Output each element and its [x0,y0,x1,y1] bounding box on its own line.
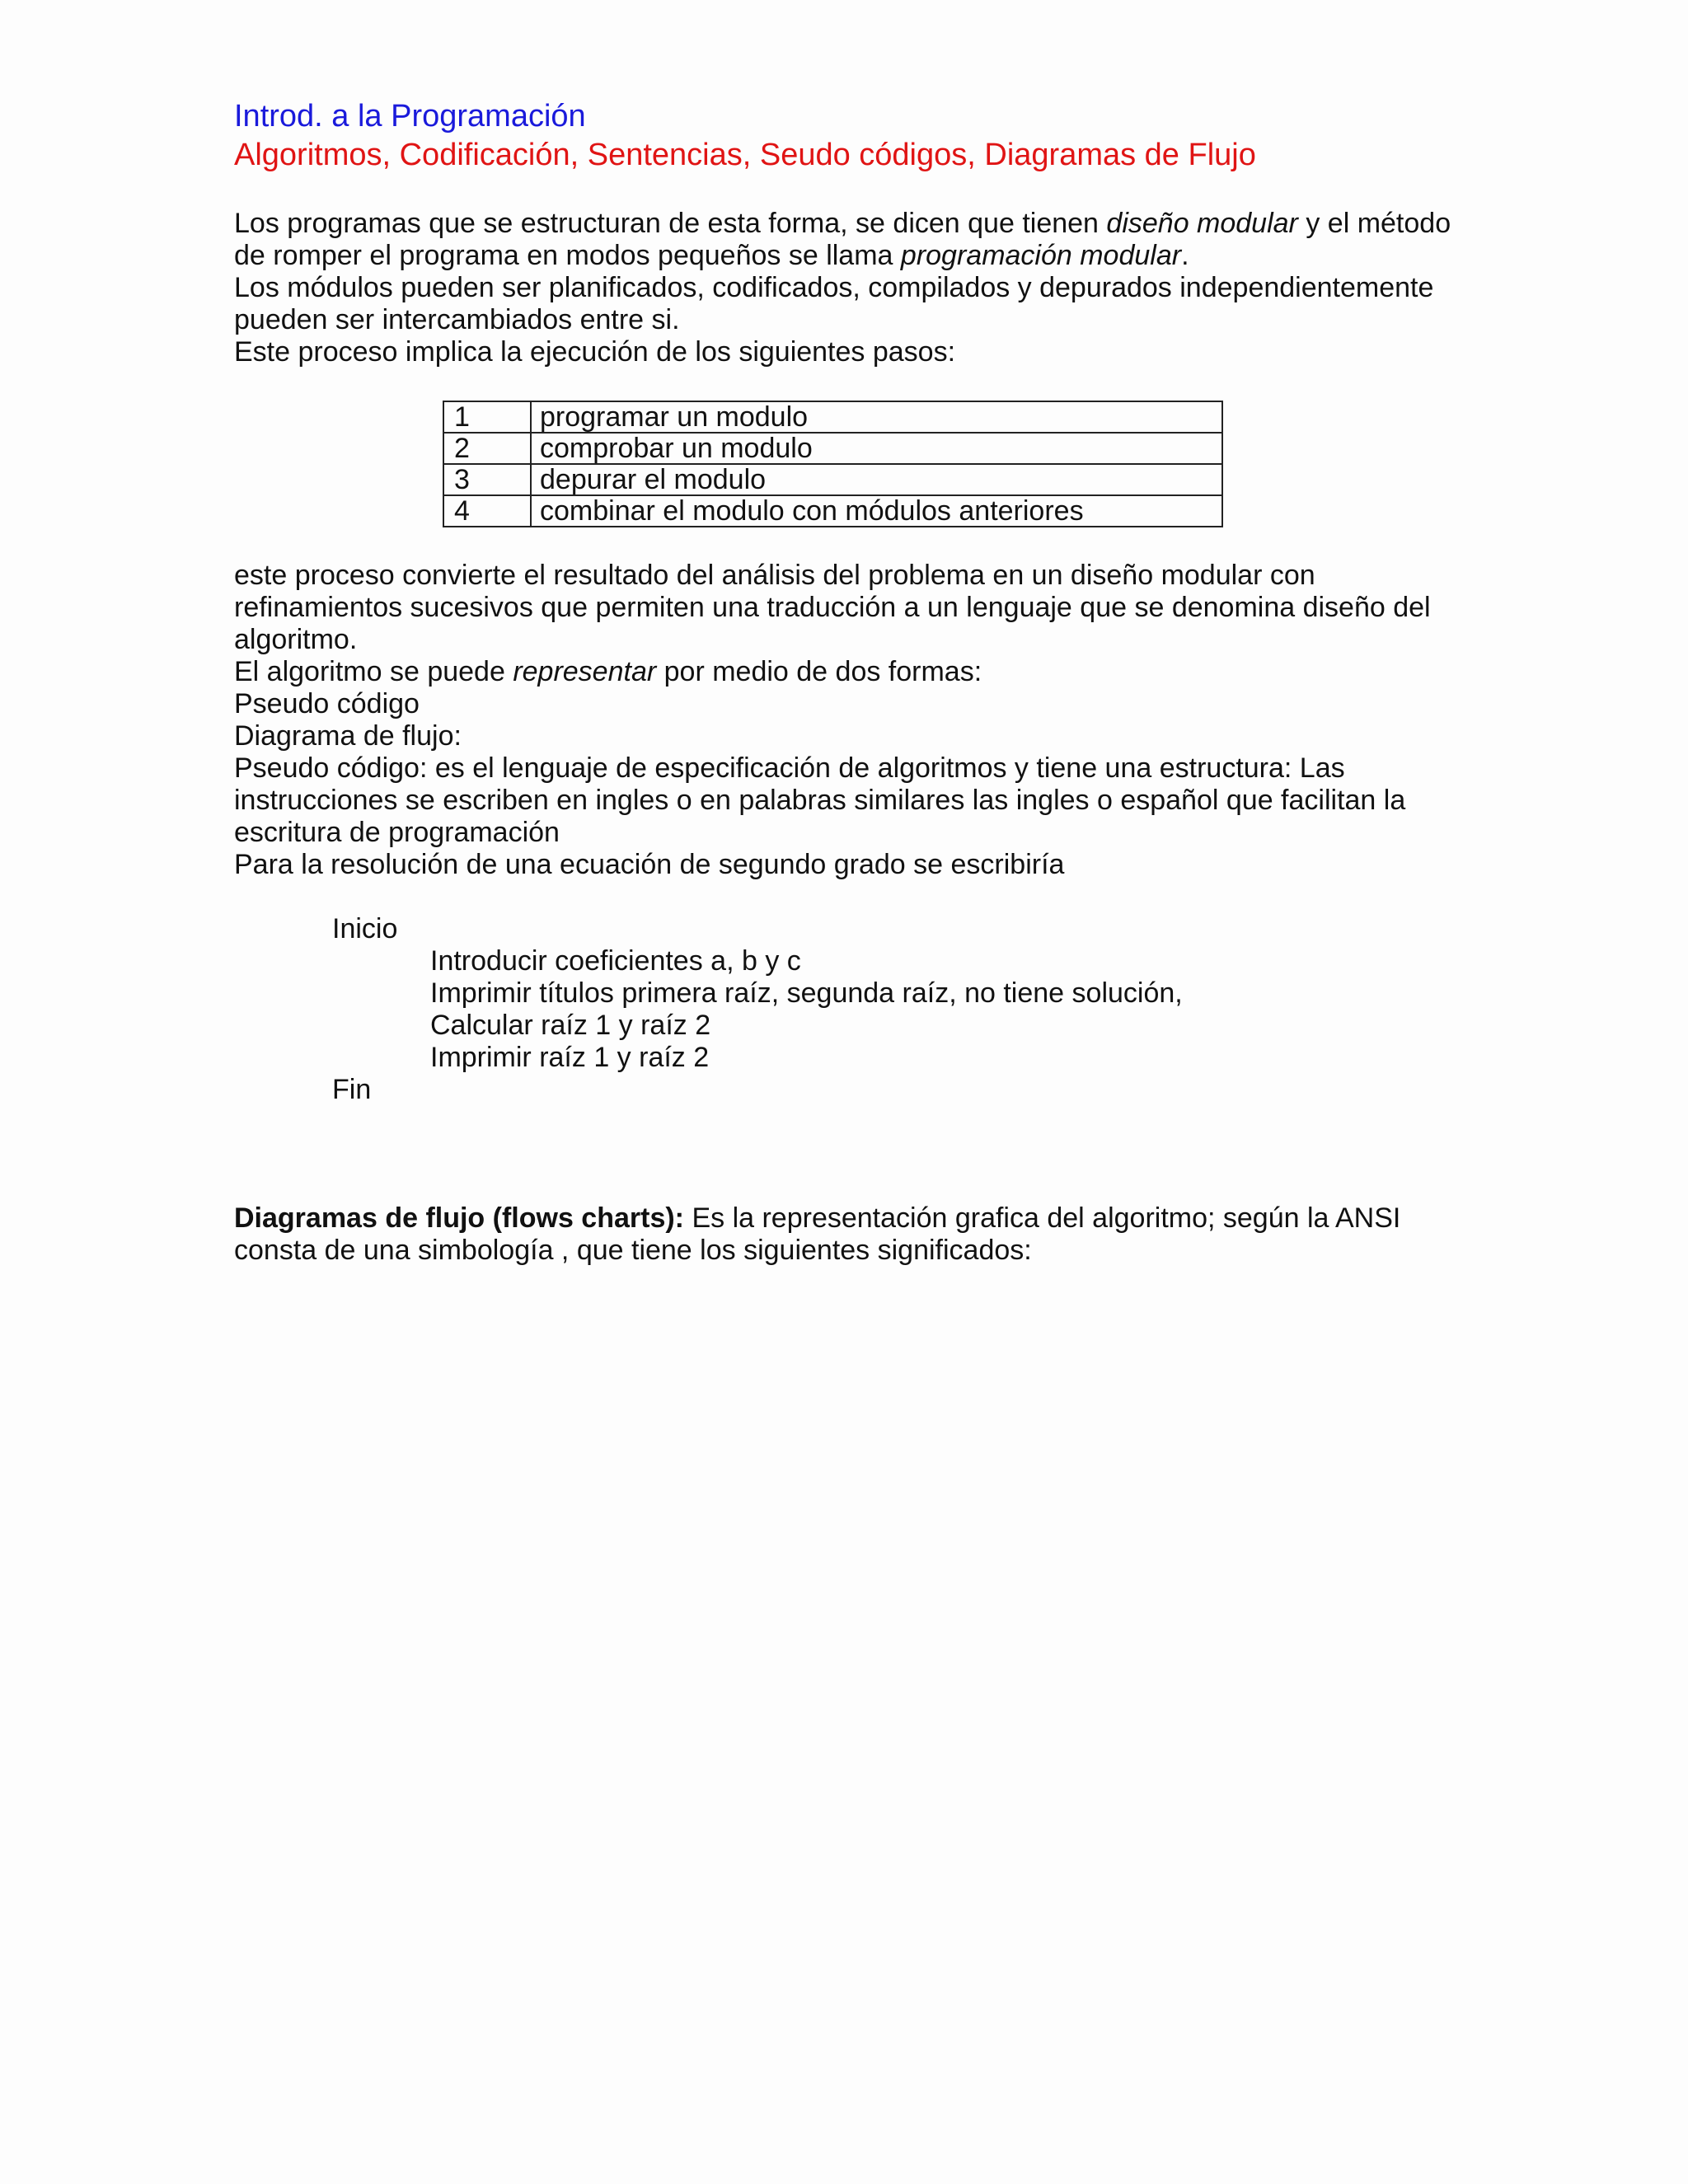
intro-text: de romper el programa en modos pequeños se llama [234,240,901,271]
flow-line-1 [234,1202,1470,1235]
body-text: por medio de dos formas: [656,656,982,687]
step-text: combinar el modulo con módulos anteriores [531,495,1222,527]
flow-text: Es la representación grafica del algoritmo; según la ANSI [684,1202,1401,1234]
intro-emphasis: diseño modular [1106,208,1298,239]
body-line: instrucciones se escriben en ingles o en palabras similares las ingles o español que facilitan la [234,785,1406,816]
intro-line-5: Este proceso implica la ejecución de los siguientes pasos: [234,336,956,368]
step-number: 4 [443,495,531,527]
step-number: 3 [443,464,531,495]
pseudo-line: Imprimir títulos primera raíz, segunda raíz, no tiene solución, [430,977,1183,1009]
intro-text: y el método [1297,208,1451,239]
intro-line-3: Los módulos pueden ser planificados, codificados, compilados y depurados independientemente [234,272,1434,303]
body-line: refinamientos sucesivos que permiten una traducción a un lenguaje que se denomina diseño del [234,592,1431,623]
page-subtitle: Algoritmos, Codificación, Sentencias, Seudo códigos, Diagramas de Flujo [234,138,1256,172]
intro-text: . [1181,240,1189,271]
pseudocode-block [234,913,1470,1106]
body-line: algoritmo. [234,624,358,655]
pseudo-end: Fin [332,1074,372,1105]
intro-section [234,208,1470,368]
pseudo-line: Calcular raíz 1 y raíz 2 [430,1010,711,1041]
page-title: Introd. a la Programación [234,99,586,134]
step-number: 1 [443,401,531,433]
table-row [443,433,1222,464]
flow-line-2: consta de una simbología , que tiene los siguientes significados: [234,1235,1032,1266]
step-text: depurar el modulo [531,464,1222,495]
body-line [234,656,1470,688]
body-text: El algoritmo se puede [234,656,513,687]
body-emphasis: representar [513,656,657,687]
steps-table [443,401,1223,527]
intro-emphasis: programación modular [900,240,1182,271]
step-text: comprobar un modulo [531,433,1222,464]
body-line: Diagrama de flujo: [234,720,462,752]
body-line: Para la resolución de una ecuación de segundo grado se escribiría [234,849,1065,880]
body-line: Pseudo código [234,688,420,719]
flow-label: Diagramas de flujo (flows charts): [234,1202,684,1234]
body-section [234,560,1470,881]
document-page [234,97,1470,1267]
flowchart-section [234,1202,1470,1267]
intro-line-1 [234,208,1470,240]
intro-line-4: pueden ser intercambiados entre si. [234,304,680,335]
step-number: 2 [443,433,531,464]
intro-text: Los programas que se estructuran de esta forma, se dicen que tienen [234,208,1107,239]
table-row [443,401,1222,433]
table-row [443,464,1222,495]
pseudo-line: Imprimir raíz 1 y raíz 2 [430,1042,710,1073]
pseudo-start: Inicio [332,913,398,944]
body-line: este proceso convierte el resultado del análisis del problema en un diseño modular con [234,560,1315,591]
intro-line-2 [234,240,1470,272]
step-text: programar un modulo [531,401,1222,433]
body-line: Pseudo código: es el lenguaje de especificación de algoritmos y tiene una estructura: Las [234,752,1345,784]
pseudo-line: Introducir coeficientes a, b y c [430,945,801,977]
table-row [443,495,1222,527]
body-line: escritura de programación [234,817,560,848]
